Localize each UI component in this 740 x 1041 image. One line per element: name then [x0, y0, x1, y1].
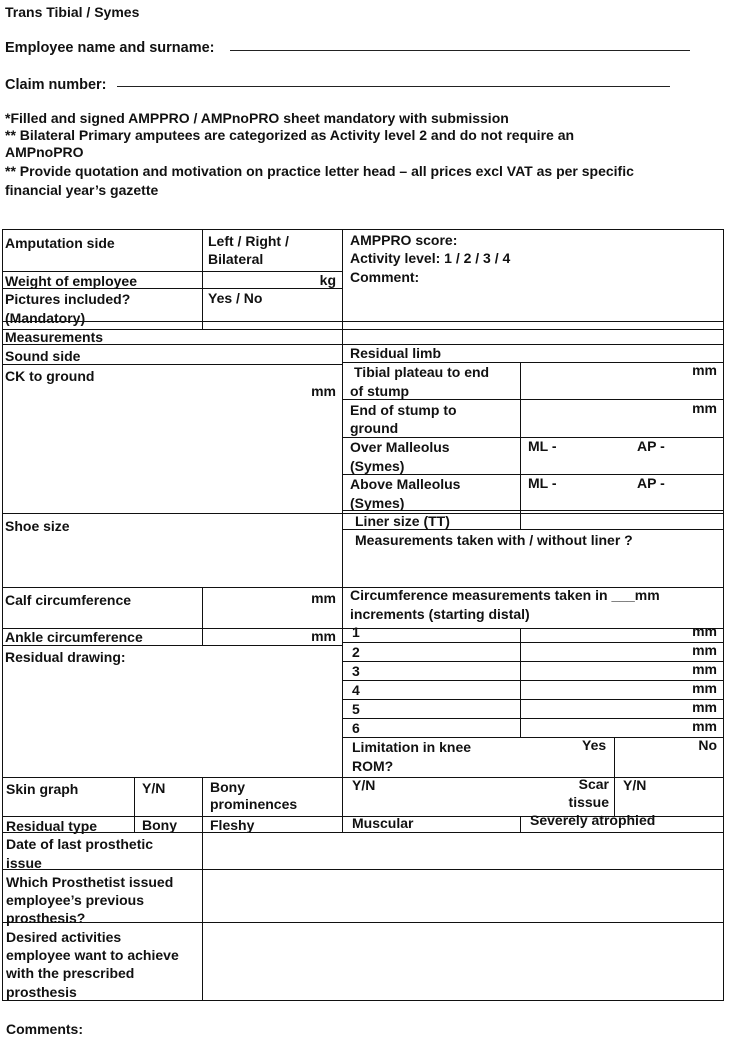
end-stump-label: End of stump to	[350, 402, 457, 418]
limitation-label: ROM?	[352, 758, 394, 774]
residual-type-atrophied[interactable]: Severely atrophied	[530, 812, 656, 828]
pictures-label: Pictures included?	[5, 291, 131, 307]
circ-row-unit: mm	[692, 718, 717, 734]
circ-row-number: 1	[352, 624, 360, 640]
calf-label: Calf circumference	[5, 592, 132, 608]
liner-question[interactable]: Measurements taken with / without liner ?	[355, 532, 633, 548]
amputation-side-label: Amputation side	[5, 235, 115, 251]
note-line: ** Bilateral Primary amputees are categorized as Activity level 2 and do not require an	[5, 127, 575, 143]
end-stump-unit: mm	[692, 400, 717, 416]
scar-tissue-label: Scar	[578, 776, 609, 792]
sound-side-heading: Sound side	[5, 348, 81, 364]
prosthetist-label: Which Prosthetist issued	[6, 874, 174, 890]
liner-size-label: Liner size (TT)	[355, 513, 450, 529]
limitation-yes[interactable]: Yes	[582, 737, 607, 753]
over-ap: AP -	[637, 438, 665, 454]
tibial-unit: mm	[692, 362, 717, 378]
ck-unit: mm	[311, 383, 336, 399]
ankle-unit: mm	[311, 628, 336, 644]
bony-prominences-yn[interactable]: Y/N	[352, 777, 376, 793]
calf-unit: mm	[311, 590, 336, 606]
circumference-label: increments (starting distal)	[350, 606, 530, 622]
date-last-issue-label: issue	[6, 855, 42, 871]
above-malleolus-label: Above Malleolus	[350, 476, 461, 492]
circ-row-number: 4	[352, 682, 360, 698]
above-ml: ML -	[528, 475, 557, 491]
above-malleolus-label: (Symes)	[350, 495, 405, 511]
note-line: *Filled and signed AMPPRO / AMPnoPRO sheet mandatory with submission	[5, 110, 509, 126]
comments-label: Comments:	[6, 1021, 84, 1037]
circ-row-unit: mm	[692, 680, 717, 696]
note-line: financial year’s gazette	[5, 182, 159, 198]
scar-tissue-yn[interactable]: Y/N	[623, 777, 647, 793]
circ-row-unit: mm	[692, 661, 717, 677]
side-options[interactable]: Left / Right /	[208, 233, 289, 249]
claim-number-field[interactable]	[117, 86, 670, 87]
pictures-yes-no[interactable]: Yes / No	[208, 290, 263, 306]
residual-limb-heading: Residual limb	[350, 345, 442, 361]
residual-drawing-label: Residual drawing:	[5, 649, 126, 665]
activity-level-options[interactable]: Activity level: 1 / 2 / 3 / 4	[350, 250, 511, 266]
limitation-no[interactable]: No	[698, 737, 717, 753]
skin-graph-label: Skin graph	[6, 781, 79, 797]
residual-type-muscular[interactable]: Muscular	[352, 815, 414, 831]
ck-to-ground-label: CK to ground	[5, 368, 95, 384]
bony-prominences-label: Bony	[210, 779, 245, 795]
over-ml: ML -	[528, 438, 557, 454]
over-malleolus-label: (Symes)	[350, 458, 405, 474]
tibial-plateau-label: Tibial plateau to end	[354, 364, 490, 380]
end-stump-label: ground	[350, 420, 399, 436]
above-ap: AP -	[637, 475, 665, 491]
desired-activities-label: prosthesis	[6, 984, 77, 1000]
shoe-size-label: Shoe size	[5, 518, 70, 534]
prosthetist-label: prosthesis?	[6, 910, 86, 926]
ankle-label: Ankle circumference	[5, 629, 143, 645]
form-title: Trans Tibial / Symes	[5, 4, 140, 20]
amppro-score-label: AMPPRO score:	[350, 232, 458, 248]
limitation-label: Limitation in knee	[352, 739, 472, 755]
desired-activities-label: employee want to achieve	[6, 947, 179, 963]
pictures-mandatory: (Mandatory)	[5, 310, 86, 326]
scar-tissue-label: tissue	[568, 794, 609, 810]
circumference-label: Circumference measurements taken in ___mm	[350, 587, 660, 603]
claim-number-label: Claim number:	[5, 77, 107, 93]
employee-name-field[interactable]	[230, 50, 690, 51]
weight-label: Weight of employee	[5, 273, 137, 289]
circ-row-number: 6	[352, 720, 360, 736]
circ-row-number: 5	[352, 701, 360, 717]
desired-activities-label: with the prescribed	[6, 965, 135, 981]
circ-row-unit: mm	[692, 623, 717, 639]
note-line: AMPnoPRO	[5, 144, 84, 160]
residual-type-fleshy[interactable]: Fleshy	[210, 817, 255, 833]
comment-label: Comment:	[350, 269, 420, 285]
circ-row-number: 2	[352, 644, 360, 660]
circ-row-unit: mm	[692, 642, 717, 658]
skin-graph-yn[interactable]: Y/N	[142, 780, 166, 796]
residual-type-label: Residual type	[6, 818, 98, 834]
note-line: ** Provide quotation and motivation on practice letter head – all prices excl VAT as per specific	[5, 163, 634, 179]
date-last-issue-label: Date of last prosthetic	[6, 836, 154, 852]
weight-unit: kg	[319, 272, 336, 288]
employee-name-label: Employee name and surname:	[5, 40, 215, 56]
over-malleolus-label: Over Malleolus	[350, 439, 450, 455]
tibial-plateau-label: of stump	[350, 383, 410, 399]
desired-activities-label: Desired activities	[6, 929, 122, 945]
circ-row-number: 3	[352, 663, 360, 679]
bony-prominences-label: prominences	[210, 796, 298, 812]
circ-row-unit: mm	[692, 699, 717, 715]
residual-type-bony[interactable]: Bony	[142, 817, 177, 833]
side-options[interactable]: Bilateral	[208, 251, 264, 267]
measurements-heading: Measurements	[5, 329, 104, 345]
prosthetist-label: employee’s previous	[6, 892, 144, 908]
